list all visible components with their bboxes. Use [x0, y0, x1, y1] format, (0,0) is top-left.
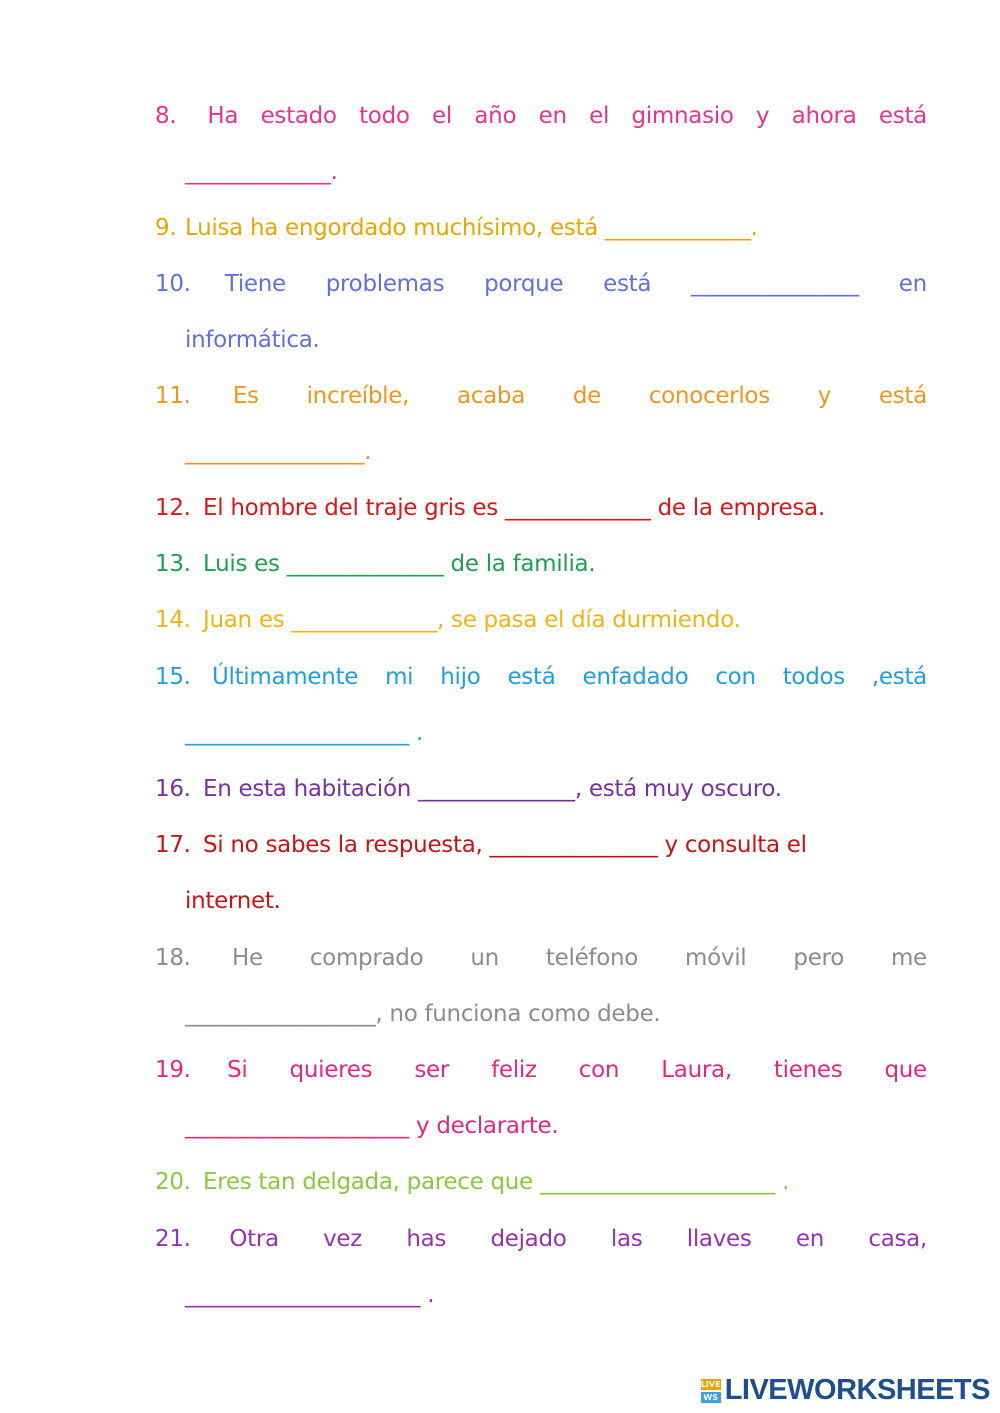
word: increíble,	[306, 383, 410, 409]
word: ser	[414, 1057, 450, 1083]
question-text[interactable]: Luisa ha engordado muchísimo, está _____________.	[185, 215, 758, 241]
question-21	[155, 1211, 927, 1323]
question-15-line-1	[155, 649, 927, 705]
word: ,está	[871, 664, 927, 690]
question-number: 11.	[155, 383, 191, 409]
answer-blank[interactable]: _________________, no funciona como debe.	[185, 1001, 661, 1027]
word: con	[715, 664, 756, 690]
answer-blank[interactable]: ____________________ .	[185, 720, 424, 746]
word: el	[432, 103, 452, 129]
word: feliz	[491, 1057, 537, 1083]
word: móvil	[685, 945, 747, 971]
word: porque	[484, 271, 564, 297]
word: en	[538, 103, 567, 129]
question-number: 8.	[155, 103, 177, 129]
answer-blank[interactable]: _____________.	[185, 159, 338, 185]
word: que	[884, 1057, 927, 1083]
word: todos	[782, 664, 845, 690]
logo-mark-icon	[701, 1378, 721, 1404]
question-20	[155, 1154, 927, 1210]
question-text[interactable]: Luis es ______________ de la familia.	[203, 551, 596, 577]
word: ahora	[791, 103, 857, 129]
liveworksheets-logo	[701, 1374, 990, 1407]
word: enfadado	[582, 664, 689, 690]
word: con	[578, 1057, 620, 1083]
word: hijo	[440, 664, 481, 690]
question-number: 20.	[155, 1169, 191, 1195]
word: Ha	[207, 103, 239, 129]
question-number: 13.	[155, 551, 191, 577]
question-number: 19.	[155, 1057, 191, 1083]
word: de	[572, 383, 601, 409]
question-11-line-1	[155, 368, 927, 424]
word: problemas	[325, 271, 445, 297]
question-19-line-1	[155, 1042, 927, 1098]
word: vez	[323, 1226, 363, 1252]
word: está	[878, 103, 927, 129]
question-14	[155, 592, 927, 648]
word: gimnasio	[631, 103, 734, 129]
question-text[interactable]: En esta habitación ______________, está muy oscuro.	[203, 776, 782, 802]
question-number: 17.	[155, 832, 191, 858]
word: Otra	[229, 1226, 279, 1252]
word: y	[756, 103, 770, 129]
word: He	[231, 945, 263, 971]
question-number: 9.	[155, 215, 177, 241]
word: estado	[260, 103, 337, 129]
question-12	[155, 480, 927, 536]
question-number: 10.	[155, 271, 191, 297]
question-20-line-1	[155, 1154, 927, 1210]
answer-blank[interactable]: ____________________ y declararte.	[185, 1113, 559, 1139]
word: las	[610, 1226, 643, 1252]
question-12-line-1	[155, 480, 927, 536]
word: pero	[793, 945, 844, 971]
word: en	[898, 271, 927, 297]
question-18-line-1	[155, 930, 927, 986]
question-13	[155, 536, 927, 592]
word: comprado	[309, 945, 424, 971]
word: has	[406, 1226, 447, 1252]
word: llaves	[686, 1226, 752, 1252]
answer-blank[interactable]: ________________.	[185, 439, 372, 465]
question-text[interactable]: Eres tan delgada, parece que _____________________ .	[203, 1169, 790, 1195]
word: Laura,	[661, 1057, 732, 1083]
word: quieres	[289, 1057, 373, 1083]
question-10	[155, 256, 927, 368]
word: todo	[359, 103, 410, 129]
question-13-line-1	[155, 536, 927, 592]
word: casa,	[868, 1226, 927, 1252]
question-number: 12.	[155, 495, 191, 521]
word: mi	[385, 664, 414, 690]
word: Últimamente	[211, 664, 359, 690]
question-17	[155, 817, 927, 929]
question-14-line-1	[155, 592, 927, 648]
question-number: 14.	[155, 607, 191, 633]
answer-blank[interactable]: _____________________ .	[185, 1282, 435, 1308]
question-10-line-2: informática.	[185, 327, 320, 353]
word: el	[589, 103, 610, 129]
logo-mark-top: LIVE	[700, 1379, 721, 1389]
question-16	[155, 761, 927, 817]
word: un	[470, 945, 499, 971]
word: tienes	[773, 1057, 843, 1083]
question-number: 18.	[155, 945, 191, 971]
answer-blank[interactable]: _______________	[690, 271, 859, 297]
word: dejado	[490, 1226, 567, 1252]
question-number: 16.	[155, 776, 191, 802]
question-number: 21.	[155, 1226, 191, 1252]
question-21-line-1	[155, 1211, 927, 1267]
question-9-line-1	[155, 200, 927, 256]
question-9	[155, 200, 927, 256]
word: conocerlos	[648, 383, 770, 409]
question-text[interactable]: Si no sabes la respuesta, _______________ y consulta el	[203, 832, 807, 858]
word: en	[795, 1226, 825, 1252]
question-number: 15.	[155, 664, 191, 690]
word: está	[878, 383, 927, 409]
question-17-line-1	[155, 817, 927, 873]
question-15	[155, 649, 927, 761]
logo-text: LIVEWORKSHEETS	[724, 1374, 990, 1406]
question-16-line-1	[155, 761, 927, 817]
question-8-line-1	[155, 88, 927, 144]
question-8	[155, 88, 927, 200]
word: teléfono	[545, 945, 639, 971]
question-text[interactable]: El hombre del traje gris es _____________ de la empresa.	[203, 495, 825, 521]
word: me	[890, 945, 927, 971]
word: Tiene	[224, 271, 286, 297]
word: Es	[232, 383, 259, 409]
question-11	[155, 368, 927, 480]
word: y	[817, 383, 832, 409]
question-17-line-2: internet.	[185, 888, 281, 914]
word: está	[507, 664, 556, 690]
word: año	[474, 103, 517, 129]
word: acaba	[456, 383, 525, 409]
word: está	[603, 271, 652, 297]
question-19	[155, 1042, 927, 1154]
question-text[interactable]: Juan es _____________, se pasa el día durmiendo.	[203, 607, 741, 633]
logo-mark-bottom: WS	[701, 1392, 721, 1403]
question-10-line-1	[155, 256, 927, 312]
word: Si	[227, 1057, 248, 1083]
question-18	[155, 930, 927, 1042]
